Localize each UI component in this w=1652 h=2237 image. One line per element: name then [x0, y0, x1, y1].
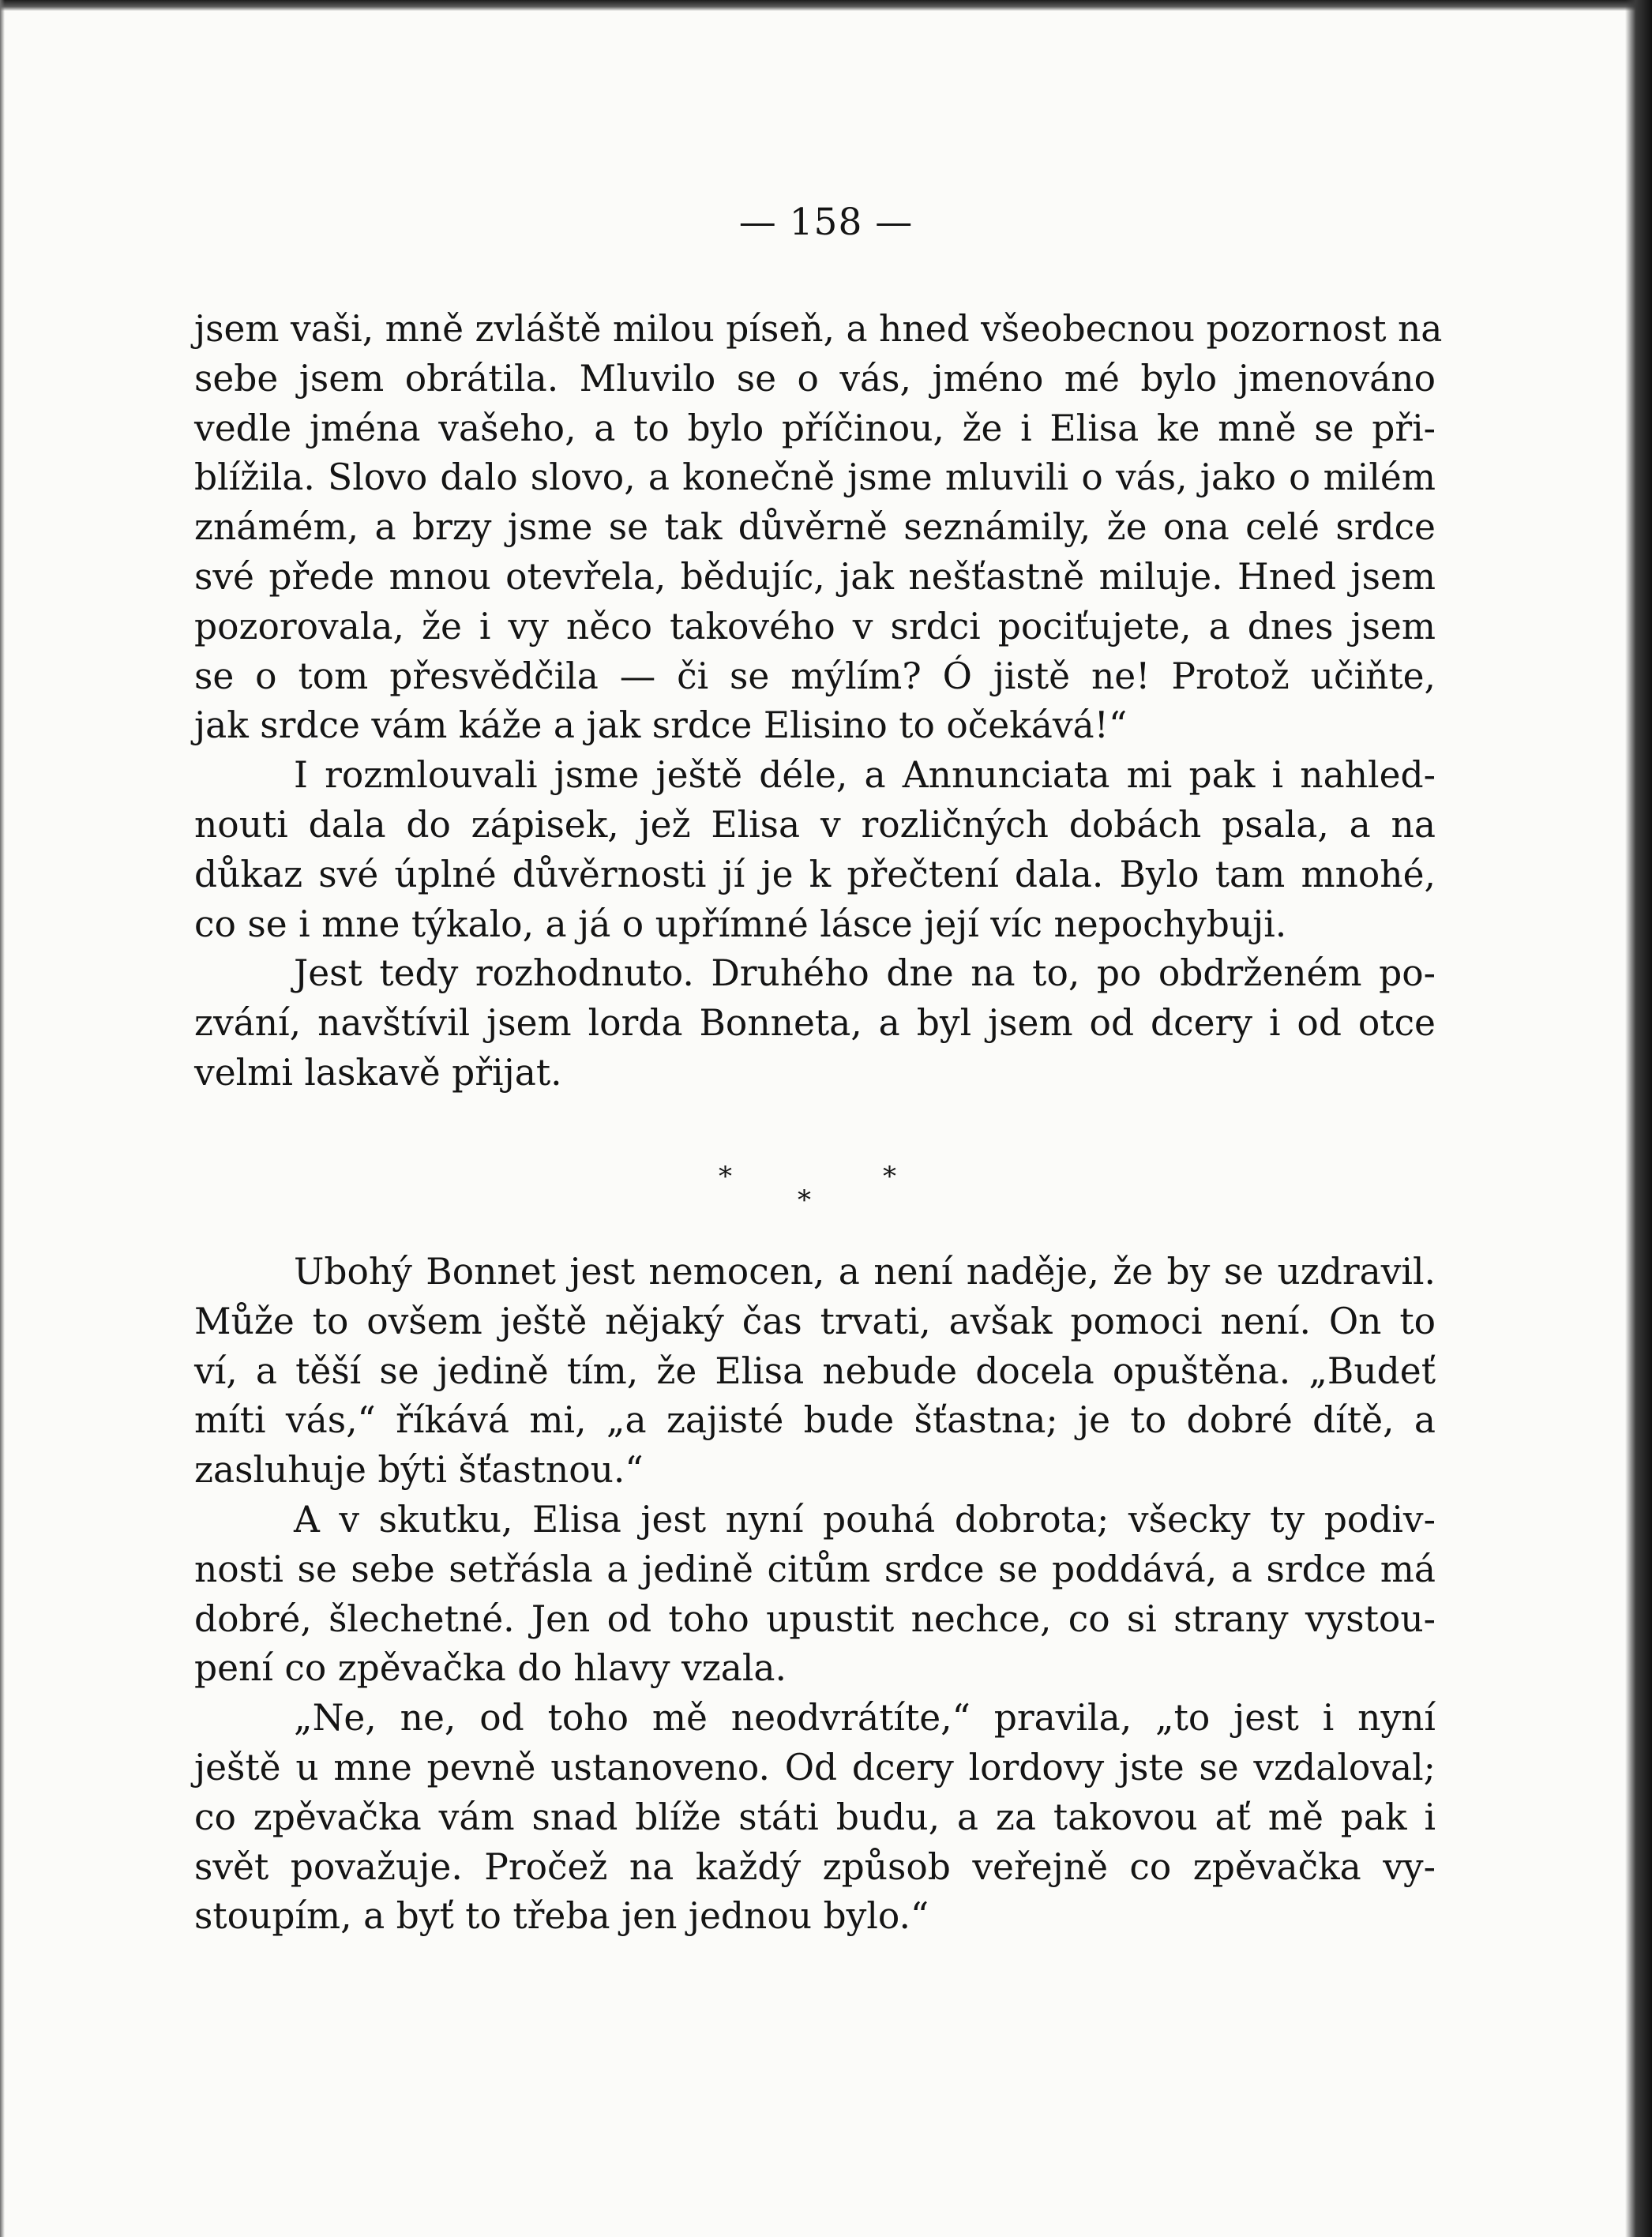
page-number: — 158 —	[738, 201, 914, 244]
text-line: sebe jsem obrátila. Mluvilo se o vás, jméno mé bylo jmenováno	[194, 357, 1436, 400]
text-line: vedle jména vašeho, a to bylo příčinou, že i Elisa ke mně se při-	[194, 407, 1436, 449]
text-line: nouti dala do zápisek, jež Elisa v rozličných dobách psala, a na	[194, 803, 1436, 846]
text-line: ještě u mne pevně ustanoveno. Od dcery lordovy jste se vzdaloval;	[194, 1746, 1436, 1788]
text-line: nosti se sebe setřásla a jedině citům srdce se poddává, a srdce má	[194, 1548, 1436, 1590]
scan-edge-left	[0, 0, 5, 2237]
text-line: známém, a brzy jsme se tak důvěrně seznámily, že ona celé srdce	[194, 506, 1436, 549]
text-line: Ubohý Bonnet jest nemocen, a není naděje, že by se uzdravil.	[294, 1251, 1436, 1293]
text-line: pení co zpěvačka do hlavy vzala.	[194, 1647, 787, 1690]
text-line: zasluhuje býti šťastnou.“	[194, 1449, 644, 1492]
text-line: I rozmlouvali jsme ještě déle, a Annunciata mi pak i nahled-	[294, 754, 1436, 797]
text-line: jsem vaši, mně zvláště milou píseň, a hned všeobecnou pozornost na	[194, 308, 1443, 350]
text-line: co zpěvačka vám snad blíže státi budu, a za takovou ať mě pak i	[194, 1796, 1436, 1838]
text-line: pozorovala, že i vy něco takového v srdci pociťujete, a dnes jsem	[194, 605, 1436, 647]
text-line: ví, a těší se jedině tím, že Elisa nebude docela opuštěna. „Budeť	[194, 1349, 1436, 1392]
text-line: stoupím, a byť to třeba jen jednou bylo.“	[194, 1895, 929, 1938]
asterisk-left: *	[719, 1161, 732, 1192]
text-line: zvání, navštívil jsem lorda Bonneta, a byl jsem od dcery i od otce	[194, 1002, 1436, 1045]
scan-edge-right	[1625, 0, 1652, 2237]
text-line: jak srdce vám káže a jak srdce Elisino to očekává!“	[194, 704, 1128, 747]
text-line: velmi laskavě přijat.	[194, 1051, 562, 1094]
text-line: dobré, šlechetné. Jen od toho upustit nechce, co si strany vystou-	[194, 1597, 1436, 1640]
scan-edge-top	[0, 0, 1652, 11]
text-line: co se i mne týkalo, a já o upřímné lásce její víc nepochybuji.	[194, 903, 1287, 945]
text-block-2	[194, 1248, 1436, 1942]
text-line: A v skutku, Elisa jest nyní pouhá dobrota; všecky ty podiv-	[294, 1498, 1436, 1541]
text-line: blížila. Slovo dalo slovo, a konečně jsme mluvili o vás, jako o milém	[194, 456, 1436, 499]
text-block-1	[194, 305, 1443, 1098]
text-line: Jest tedy rozhodnuto. Druhého dne na to, po obdrženém po-	[294, 952, 1436, 995]
text-line: Může to ovšem ještě nějaký čas trvati, avšak pomoci není. On to	[194, 1300, 1436, 1342]
section-break-asterism	[711, 1161, 916, 1232]
text-line: „Ne, ne, od toho mě neodvrátíte,“ pravila, „to jest i nyní	[294, 1697, 1436, 1740]
text-line: se o tom přesvědčila — či se mýlím? Ó jistě ne! Protož učiňte,	[194, 655, 1436, 697]
text-line: svět považuje. Pročež na každý způsob veřejně co zpěvačka vy-	[194, 1845, 1436, 1888]
asterisk-right: *	[883, 1161, 896, 1192]
text-line: své přede mnou otevřela, bědujíc, jak nešťastně miluje. Hned jsem	[194, 555, 1436, 598]
text-line: důkaz své úplné důvěrnosti jí je k přečtení dala. Bylo tam mnohé,	[194, 853, 1436, 895]
asterisk-middle: *	[798, 1184, 811, 1216]
text-line: míti vás,“ říkává mi, „a zajisté bude šťastna; je to dobré dítě, a	[194, 1399, 1436, 1442]
